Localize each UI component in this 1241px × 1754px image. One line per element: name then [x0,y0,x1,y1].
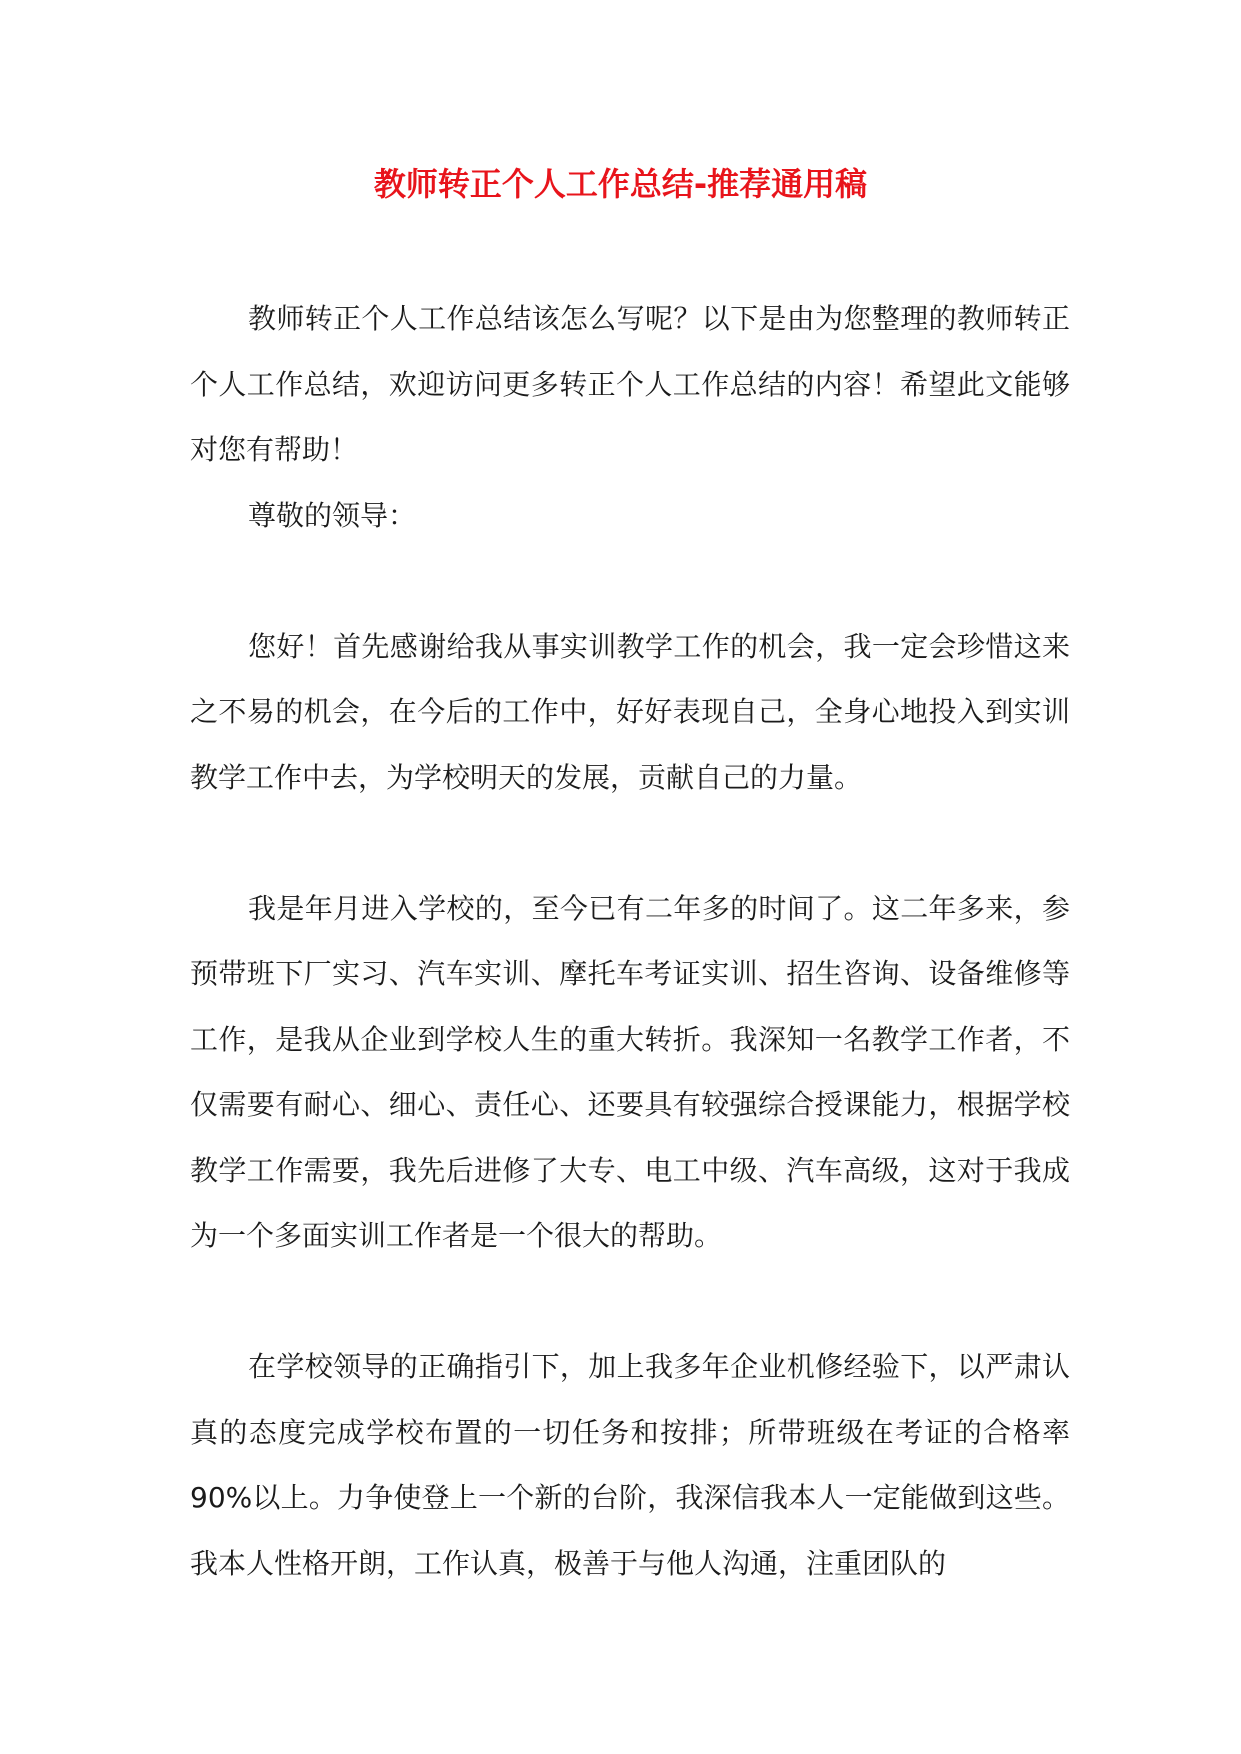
paragraph-gap [190,810,1070,876]
document-title: 教师转正个人工作总结-推荐通用稿 [373,165,868,203]
body-paragraph-2: 我是年月进入学校的，至今已有二年多的时间了。这二年多来，参预带班下厂实习、汽车实训、摩托车考证实训、招生咨询、设备维修等工作，是我从企业到学校人生的重大转折。我深知一名教学工作者，不仅需要有耐心、细心、责任心、还要具有较强综合授课能力，根据学校教学工作需要，我先后进修了大专、电工中级、汽车高级，这对于我成为一个多面实训工作者是一个很大的帮助。 [190,891,1070,1252]
salutation: 尊敬的领导： [248,498,417,532]
intro-paragraph: 教师转正个人工作总结该怎么写呢？以下是由为您整理的教师转正个人工作总结，欢迎访问更多转正个人工作总结的内容！希望此文能够对您有帮助！ [190,302,1070,466]
paragraph-gap [190,548,1070,614]
body-paragraph-1: 您好！首先感谢给我从事实训教学工作的机会，我一定会珍惜这来之不易的机会，在今后的工作中，好好表现自己，全身心地投入到实训教学工作中去，为学校明天的发展，贡献自己的力量。 [190,629,1070,794]
paragraph-gap [190,1269,1070,1335]
body-paragraph-3: 在学校领导的正确指引下，加上我多年企业机修经验下，以严肃认真的态度完成学校布置的一切任务和按排；所带班级在考证的合格率 90%以上。力争使登上一个新的台阶，我深信我本人一定能做到这些。我本人性格开朗，工作认真，极善于与他人沟通，注重团队的 [190,1350,1070,1580]
document-body [190,286,1070,1596]
